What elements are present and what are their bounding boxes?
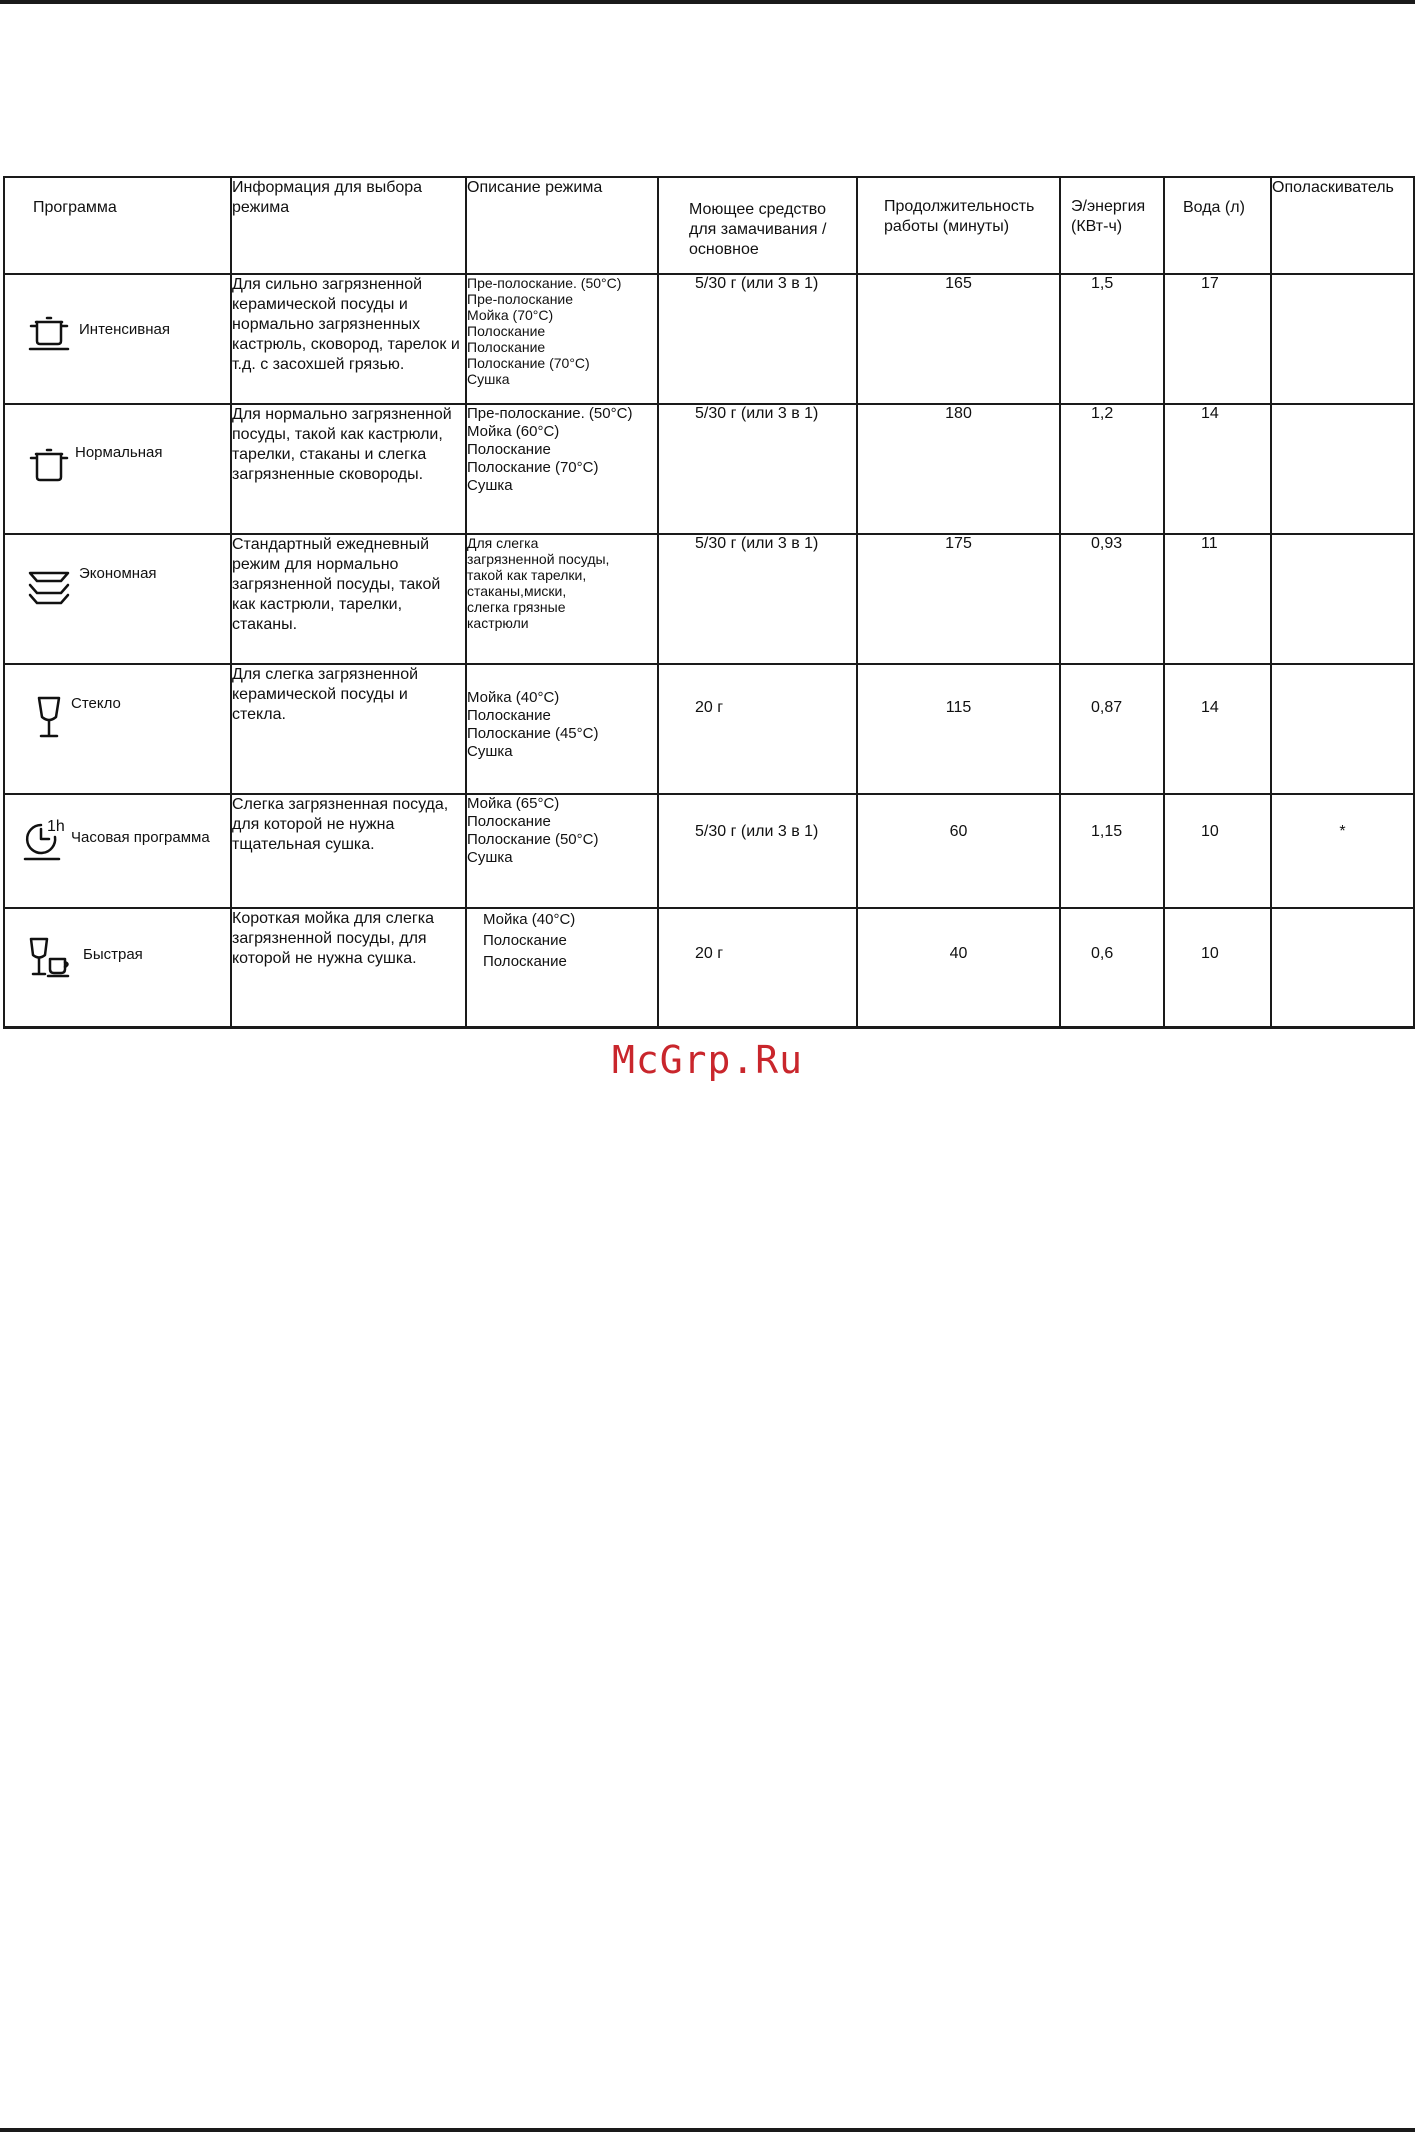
program-description bbox=[466, 274, 658, 404]
table-row bbox=[4, 274, 1414, 404]
program-description bbox=[466, 664, 658, 794]
energy-value: 0,87 bbox=[1060, 664, 1164, 794]
description-line: Полоскание bbox=[483, 932, 567, 949]
description-line: Пре-полоскание. (50°C) bbox=[467, 275, 622, 291]
description-line: Для слегка bbox=[467, 535, 539, 551]
description-line: Сушка bbox=[467, 849, 513, 866]
detergent-amount: 20 г bbox=[658, 664, 857, 794]
duration-value: 180 bbox=[857, 404, 1060, 534]
program-cell bbox=[4, 404, 231, 534]
program-cell bbox=[4, 664, 231, 794]
bottom-rule bbox=[0, 2128, 1415, 2132]
water-value: 17 bbox=[1164, 274, 1271, 404]
glass-and-cup-icon bbox=[25, 933, 73, 981]
program-name: Стекло bbox=[71, 695, 121, 712]
header-water: Вода (л) bbox=[1164, 177, 1271, 274]
detergent-amount: 5/30 г (или 3 в 1) bbox=[658, 404, 857, 534]
energy-value: 1,15 bbox=[1060, 794, 1164, 908]
program-info: Короткая мойка для слегка загрязненной посуды, для которой не нужна сушка. bbox=[231, 908, 466, 1027]
program-cell bbox=[4, 908, 231, 1027]
header-rinse-aid: Ополаскиватель bbox=[1271, 177, 1414, 274]
water-value: 14 bbox=[1164, 664, 1271, 794]
description-line: Полоскание bbox=[467, 339, 546, 355]
program-cell bbox=[4, 534, 231, 664]
description-line: Полоскание (50°C) bbox=[467, 831, 599, 848]
description-line: Пре-полоскание. (50°C) bbox=[467, 405, 633, 422]
energy-value: 1,2 bbox=[1060, 404, 1164, 534]
one-hour-clock-icon bbox=[19, 815, 67, 863]
detergent-amount: 5/30 г (или 3 в 1) bbox=[658, 274, 857, 404]
program-info: Стандартный ежедневный режим для нормально загрязненной посуды, такой как кастрюли, тарелки, стаканы. bbox=[231, 534, 466, 664]
description-line: Мойка (70°C) bbox=[467, 307, 554, 323]
description-line: Сушка bbox=[467, 371, 510, 387]
table-row bbox=[4, 908, 1414, 1027]
description-line: Полоскание (70°C) bbox=[467, 355, 590, 371]
water-value: 10 bbox=[1164, 908, 1271, 1027]
description-line: Сушка bbox=[467, 743, 513, 760]
description-line: кастрюли bbox=[467, 615, 529, 631]
energy-value: 0,6 bbox=[1060, 908, 1164, 1027]
detergent-amount: 5/30 г (или 3 в 1) bbox=[658, 534, 857, 664]
description-line: Полоскание bbox=[467, 813, 551, 830]
program-info: Слегка загрязненная посуда, для которой не нужна тщательная сушка. bbox=[231, 794, 466, 908]
description-line: Мойка (40°C) bbox=[467, 689, 560, 706]
water-value: 14 bbox=[1164, 404, 1271, 534]
program-info: Для сильно загрязненной керамической посуды и нормально загрязненных кастрюль, сковород, тарелок и т.д. с засохшей грязью. bbox=[231, 274, 466, 404]
description-line: загрязненной посуды, bbox=[467, 551, 610, 567]
description-line: Полоскание bbox=[467, 323, 546, 339]
table-row bbox=[4, 534, 1414, 664]
rinse-aid-value bbox=[1271, 908, 1414, 1027]
program-description bbox=[466, 794, 658, 908]
program-info: Для слегка загрязненной керамической посуды и стекла. bbox=[231, 664, 466, 794]
wine-glass-icon bbox=[25, 693, 73, 741]
header-duration: Продолжительность работы (минуты) bbox=[857, 177, 1060, 274]
energy-value: 0,93 bbox=[1060, 534, 1164, 664]
duration-value: 40 bbox=[857, 908, 1060, 1027]
duration-value: 175 bbox=[857, 534, 1060, 664]
description-line: Полоскание bbox=[467, 441, 551, 458]
duration-value: 60 bbox=[857, 794, 1060, 908]
program-name: Интенсивная bbox=[79, 321, 170, 338]
rinse-aid-value bbox=[1271, 274, 1414, 404]
program-name: Нормальная bbox=[75, 444, 163, 461]
header-detergent: Моющее средство для замачивания /основное bbox=[658, 177, 857, 274]
watermark: McGrp.Ru bbox=[611, 1038, 804, 1082]
table-row bbox=[4, 794, 1414, 908]
header-program: Программа bbox=[4, 177, 231, 274]
description-line: Полоскание (45°C) bbox=[467, 725, 599, 742]
header-row bbox=[4, 177, 1414, 274]
program-cell bbox=[4, 794, 231, 908]
program-table bbox=[3, 176, 1415, 1029]
duration-value: 115 bbox=[857, 664, 1060, 794]
description-line: слегка грязные bbox=[467, 599, 566, 615]
table-row bbox=[4, 404, 1414, 534]
detergent-amount: 5/30 г (или 3 в 1) bbox=[658, 794, 857, 908]
description-line: Мойка (65°C) bbox=[467, 795, 560, 812]
description-line: Полоскание bbox=[483, 953, 567, 970]
detergent-amount: 20 г bbox=[658, 908, 857, 1027]
table-row bbox=[4, 664, 1414, 794]
header-mode-description: Описание режима bbox=[466, 177, 658, 274]
duration-value: 165 bbox=[857, 274, 1060, 404]
stacked-plates-icon bbox=[25, 561, 73, 609]
header-selection-info: Информация для выбора режима bbox=[231, 177, 466, 274]
program-description bbox=[466, 534, 658, 664]
energy-value: 1,5 bbox=[1060, 274, 1164, 404]
program-name: Часовая программа bbox=[71, 829, 210, 846]
svg-text:1h: 1h bbox=[47, 818, 65, 835]
program-description bbox=[466, 908, 658, 1027]
rinse-aid-value bbox=[1271, 534, 1414, 664]
top-rule bbox=[0, 0, 1415, 4]
pot-with-lid-icon bbox=[25, 439, 73, 487]
description-line: Полоскание bbox=[467, 707, 551, 724]
description-line: стаканы,миски, bbox=[467, 583, 567, 599]
pot-with-lid-and-tray-icon bbox=[25, 307, 73, 355]
program-info: Для нормально загрязненной посуды, такой как кастрюли, тарелки, стаканы и слегка загрязненные сковороды. bbox=[231, 404, 466, 534]
rinse-aid-value: * bbox=[1271, 794, 1414, 908]
description-line: такой как тарелки, bbox=[467, 567, 587, 583]
water-value: 10 bbox=[1164, 794, 1271, 908]
header-energy: Э/энергия (КВт-ч) bbox=[1060, 177, 1164, 274]
program-name: Быстрая bbox=[83, 946, 143, 963]
water-value: 11 bbox=[1164, 534, 1271, 664]
description-line: Пре-полоскание bbox=[467, 291, 574, 307]
description-line: Мойка (40°C) bbox=[483, 911, 576, 928]
description-line: Мойка (60°C) bbox=[467, 423, 560, 440]
rinse-aid-value bbox=[1271, 404, 1414, 534]
program-name: Экономная bbox=[79, 565, 157, 582]
description-line: Сушка bbox=[467, 477, 513, 494]
program-cell bbox=[4, 274, 231, 404]
program-description bbox=[466, 404, 658, 534]
description-line: Полоскание (70°C) bbox=[467, 459, 599, 476]
rinse-aid-value bbox=[1271, 664, 1414, 794]
